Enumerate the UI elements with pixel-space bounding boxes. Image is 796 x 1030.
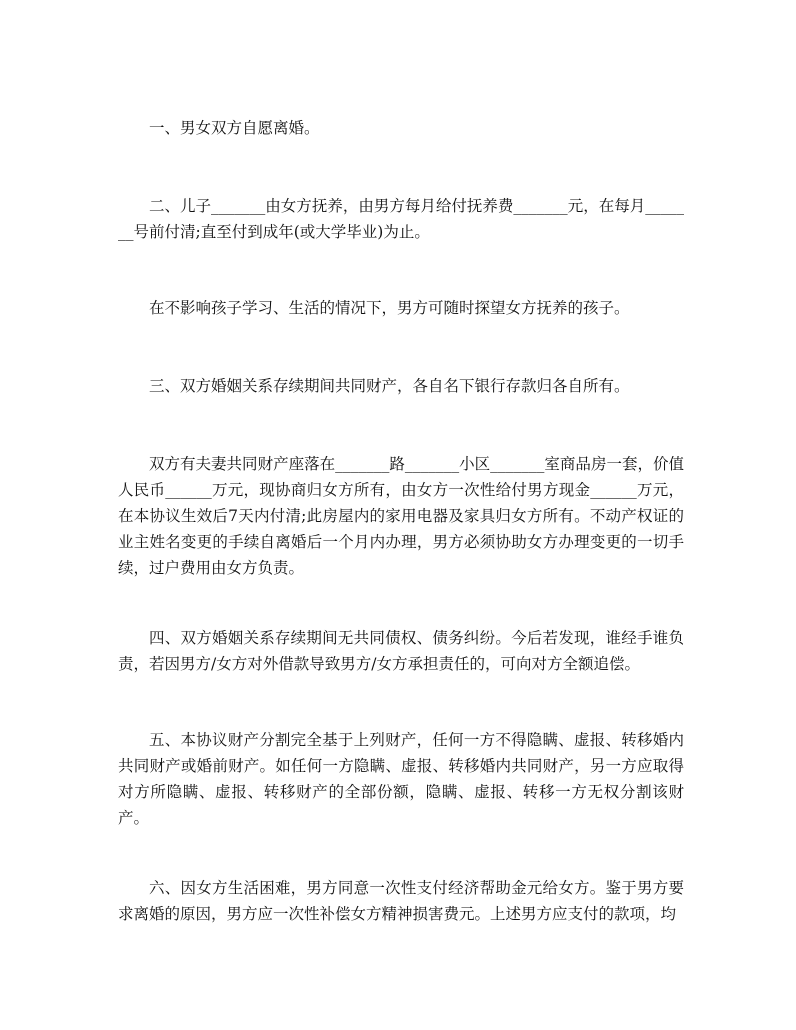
clause-5: 五、本协议财产分割完全基于上列财产，任何一方不得隐瞒、虚报、转移婚内共同财产或婚前财产。如任何一方隐瞒、虚报、转移婚内共同财产，另一方应取得对方所隐瞒、虚报、转移财产的全部份额，隐瞒、虚报、转移一方无权分割该财产。 (118, 731, 684, 827)
property-paragraph: 双方有夫妻共同财产座落在_______路_______小区_______室商品房一套，价值人民币______万元，现协商归女方所有，由女方一次性给付男方现金______万元，在本协议生效后7天内付清;此房屋内的家用电器及家具归女方所有。不动产权证的业主姓名变更的手续自离婚后一个月内办理，男方必须协助女方办理变更的一切手续，过户费用由女方负责。 (118, 455, 684, 577)
clause-4: 四、双方婚姻关系存续期间无共同债权、债务纠纷。今后若发现，谁经手谁负责，若因男方/女方对外借款导致男方/女方承担责任的，可向对方全额追偿。 (118, 629, 684, 673)
clause-3: 三、双方婚姻关系存续期间共同财产，各自名下银行存款归各自所有。 (149, 377, 630, 395)
clause-1: 一、男女双方自愿离婚。 (149, 119, 320, 137)
visitation-paragraph: 在不影响孩子学习、生活的情况下，男方可随时探望女方抚养的孩子。 (149, 299, 630, 317)
clause-6: 六、因女方生活困难，男方同意一次性支付经济帮助金元给女方。鉴于男方要求离婚的原因，男方应一次性补偿女方精神损害费元。上述男方应支付的款项，均 (118, 879, 684, 923)
clause-2: 二、儿子_______由女方抚养，由男方每月给付抚养费_______元，在每月_______号前付清;直至付到成年(或大学毕业)为止。 (118, 197, 684, 241)
